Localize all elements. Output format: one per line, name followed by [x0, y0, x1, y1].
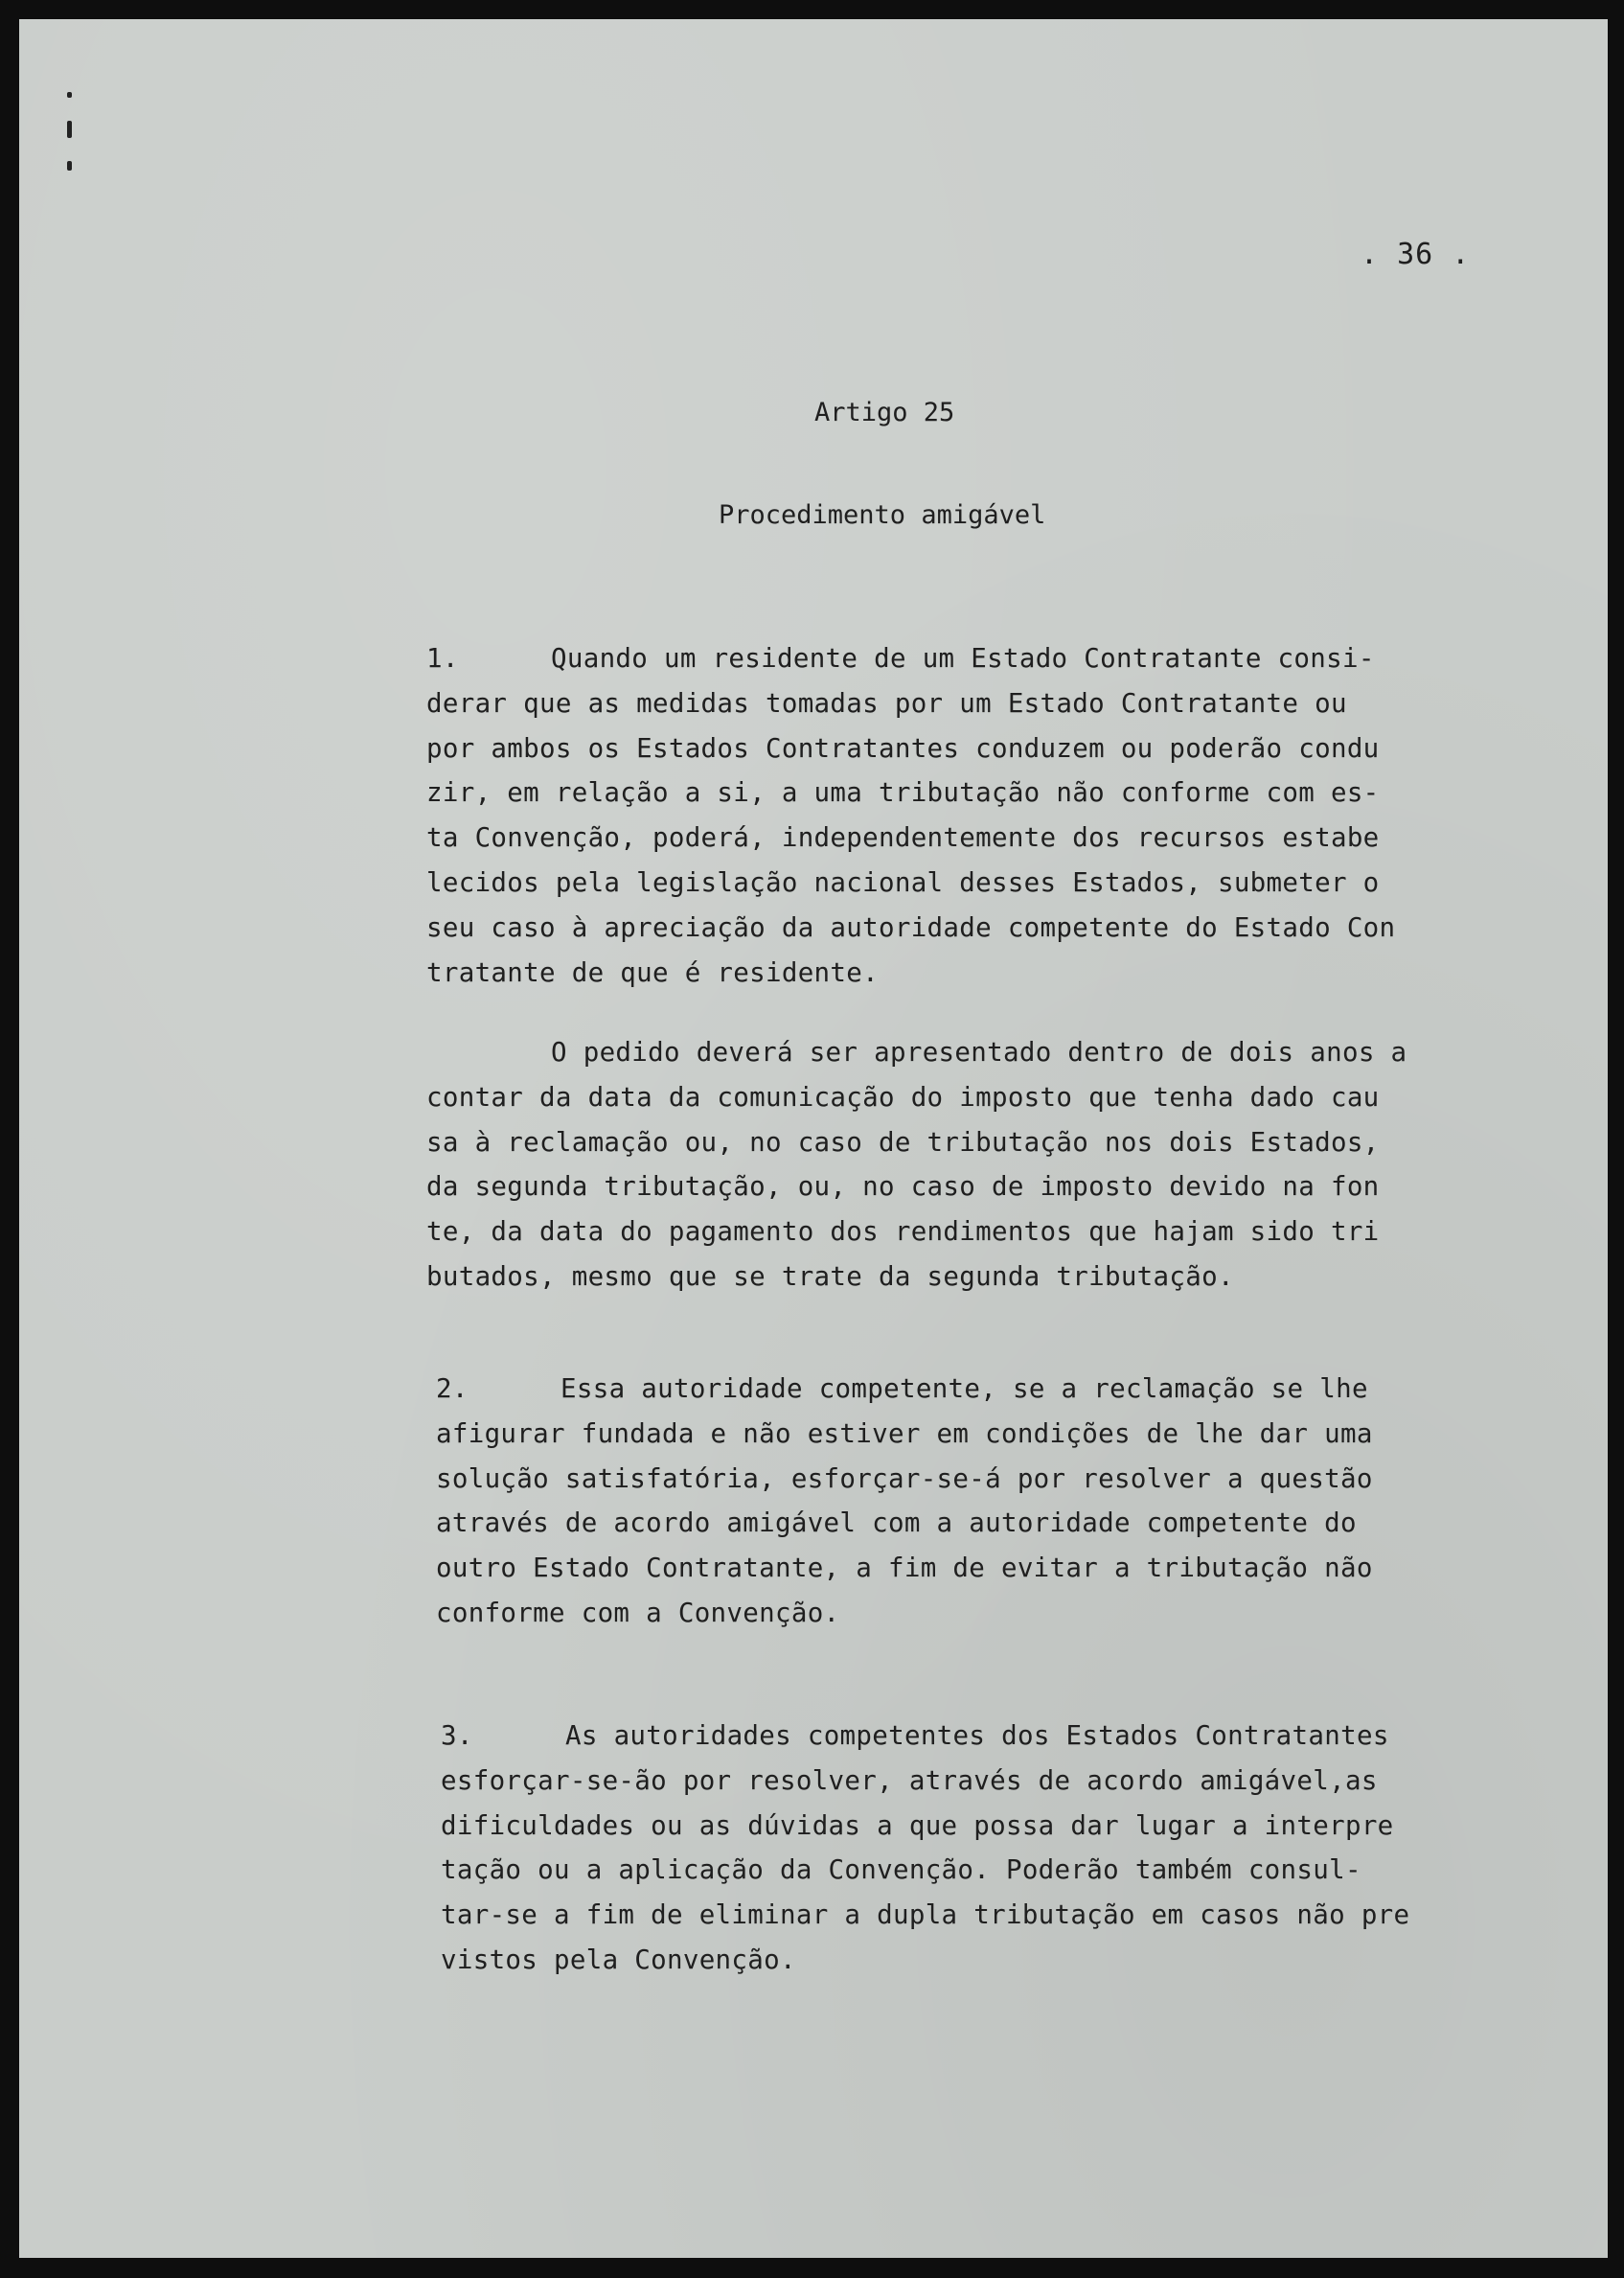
article-heading: Artigo 25 [814, 398, 955, 427]
paragraph-line: afigurar fundada e não estiver em condições de lhe dar uma [436, 1417, 1373, 1449]
paragraph-line: 2. Essa autoridade competente, se a reclamação se lhe [436, 1367, 1480, 1412]
paragraph-line: butados, mesmo que se trate da segunda tributação. [426, 1260, 1234, 1292]
paragraph-2 [436, 1367, 1480, 1636]
paragraph-line: outro Estado Contratante, a fim de evitar a tributação não [436, 1553, 1373, 1584]
paragraph-line: zir, em relação a si, a uma tributação não conforme com es- [426, 777, 1380, 809]
paragraph-line: tratante de que é residente. [426, 956, 879, 988]
paragraph-line: esforçar-se-ão por resolver, através de acordo amigável,as [441, 1764, 1378, 1796]
paragraph-line: dificuldades ou as dúvidas a que possa dar lugar a interpre [441, 1809, 1394, 1841]
punch-mark [67, 92, 72, 98]
paragraph-line: contar da data da comunicação do imposto que tenha dado cau [426, 1081, 1380, 1113]
paragraph-line: vistos pela Convenção. [441, 1944, 796, 1975]
paragraph-number: 2. [436, 1373, 469, 1404]
punch-mark [67, 121, 72, 138]
paragraph-line: através de acordo amigável com a autoridade competente do [436, 1507, 1357, 1539]
paragraph-line: 1. Quando um residente de um Estado Contratante consi- [426, 636, 1471, 681]
paragraph-line: sa à reclamação ou, no caso de tributação nos dois Estados, [426, 1126, 1380, 1158]
paragraph-line: conforme com a Convenção. [436, 1597, 840, 1628]
paragraph-line: da segunda tributação, ou, no caso de imposto devido na fon [426, 1171, 1380, 1203]
paragraph-line: solução satisfatória, esforçar-se-á por resolver a questão [436, 1462, 1373, 1494]
paragraph-line: ta Convenção, poderá, independentemente dos recursos estabe [426, 822, 1380, 854]
paragraph-line: te, da data do pagamento dos rendimentos que hajam sido tri [426, 1216, 1380, 1248]
paragraph-line: 3. As autoridades competentes dos Estados Contratantes [441, 1714, 1485, 1759]
paragraph-number: 1. [426, 643, 459, 674]
paragraph-3 [441, 1714, 1485, 1983]
paragraph-line: derar que as medidas tomadas por um Estado Contratante ou [426, 687, 1347, 719]
paragraph-line: O pedido deverá ser apresentado dentro de dois anos a [551, 1037, 1407, 1068]
paragraph-line: tação ou a aplicação da Convenção. Poderão também consul- [441, 1854, 1361, 1886]
paragraph-line: seu caso à apreciação da autoridade competente do Estado Con [426, 911, 1396, 943]
paragraph-line: por ambos os Estados Contratantes conduzem ou poderão condu [426, 732, 1380, 764]
paragraph-1 [426, 636, 1471, 995]
paragraph-1-continued [426, 1030, 1471, 1300]
article-title: Procedimento amigável [719, 500, 1046, 530]
paragraph-line: lecidos pela legislação nacional desses Estados, submeter o [426, 866, 1380, 898]
punch-mark [67, 161, 72, 171]
paragraph-line: tar-se a fim de eliminar a dupla tributação em casos não pre [441, 1899, 1410, 1931]
document-page [19, 19, 1608, 2258]
page-number: . 36 . [1361, 238, 1471, 271]
paragraph-number: 3. [441, 1720, 473, 1751]
